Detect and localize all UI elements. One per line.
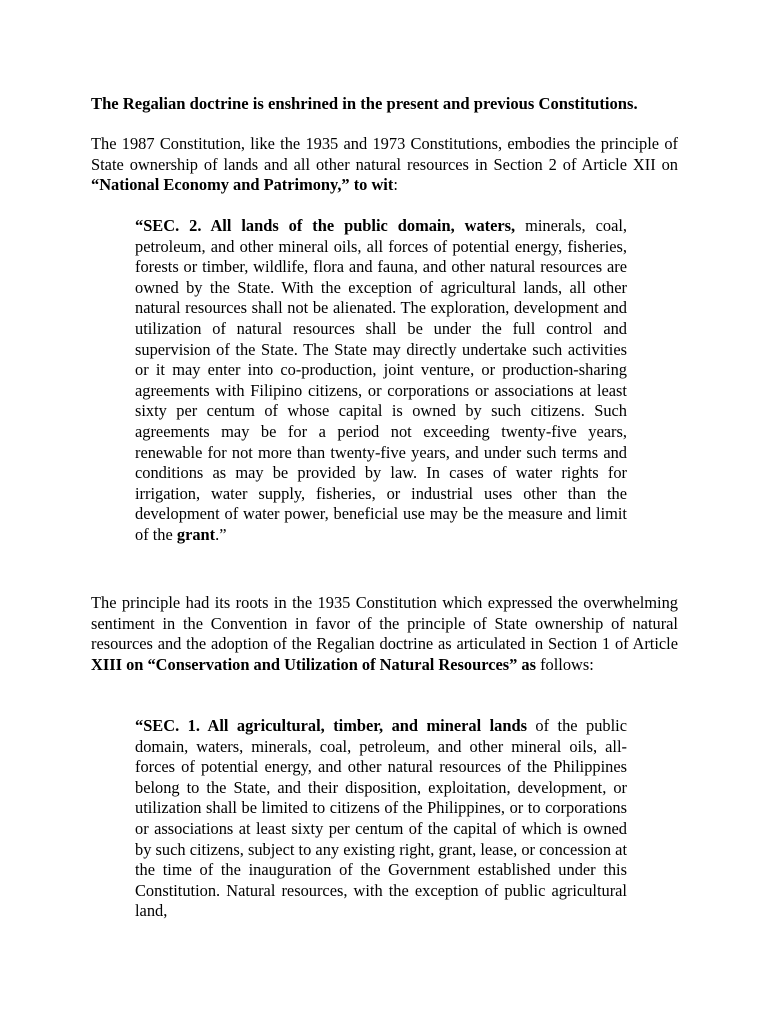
paragraph-intro-bold: “National Economy and Patrimony,” to wit	[91, 175, 394, 195]
paragraph-roots-text: The principle had its roots in the 1935 Constitution which expressed the overwhelming sentiment in the Convention in favor of the principle of State ownership of natural resources and the adoption of the Regalian doctrine as articulated in Section 1 of Article	[91, 593, 678, 654]
paragraph-intro-end: :	[393, 175, 398, 195]
quote-section-2-lead: “SEC. 2. All lands of the public domain, waters,	[135, 216, 516, 235]
quote-section-2-end: .”	[215, 524, 227, 544]
paragraph-roots-end: follows:	[536, 654, 594, 674]
quote-section-2	[135, 216, 627, 546]
paragraph-intro-text: The 1987 Constitution, like the 1935 and 1973 Constitutions, embodies the principle of State ownership of lands and all other natural resources in Section 2 of Article XII on	[91, 134, 678, 174]
quote-section-1-lead: “SEC. 1. All agricultural, timber, and mineral lands	[135, 716, 527, 735]
quote-section-2-bold-end: grant	[176, 524, 216, 544]
paragraph-roots-bold: XIII on “Conservation and Utilization of Natural Resources” as	[91, 654, 536, 674]
quote-section-1-text: of the public domain, waters, minerals, coal, petroleum, and other mineral oils, all-forces of potential energy, and other natural resources of the Philippines belong to the State, and their disposition, exploitation, development, or utilization shall be limited to citizens of the Philippines, or to corporations or associations at least sixty per centum of the capital of which is owned by such citizens, subject to any existing right, grant, lease, or concession at the time of the inauguration of the Government established under this Constitution. Natural resources, with the exception of public agricultural land,	[135, 716, 627, 921]
document-heading: The Regalian doctrine is enshrined in the present and previous Constitutions.	[91, 94, 638, 113]
paragraph-roots	[91, 593, 678, 675]
quote-section-2-text: minerals, coal, petroleum, and other mineral oils, all forces of potential energy, fisheries, forests or timber, wildlife, flora and fauna, and other natural resources are owned by the State. With the exception of agricultural lands, all other natural resources shall not be alienated. The exploration, development and utilization of natural resources shall be under the full control and supervision of the State. The State may directly undertake such activities or it may enter into co-production, joint venture, or production-sharing agreements with Filipino citizens, or corporations or associations at least sixty per centum of whose capital is owned by such citizens. Such agreements may be for a period not exceeding twenty-five years, renewable for not more than twenty-five years, and under such terms and conditions as may be provided by law. In cases of water rights for irrigation, water supply, fisheries, or industrial uses other than the development of water power, beneficial use may be the measure and limit of the	[135, 216, 627, 544]
paragraph-intro	[91, 134, 678, 196]
quote-section-1	[135, 716, 627, 922]
